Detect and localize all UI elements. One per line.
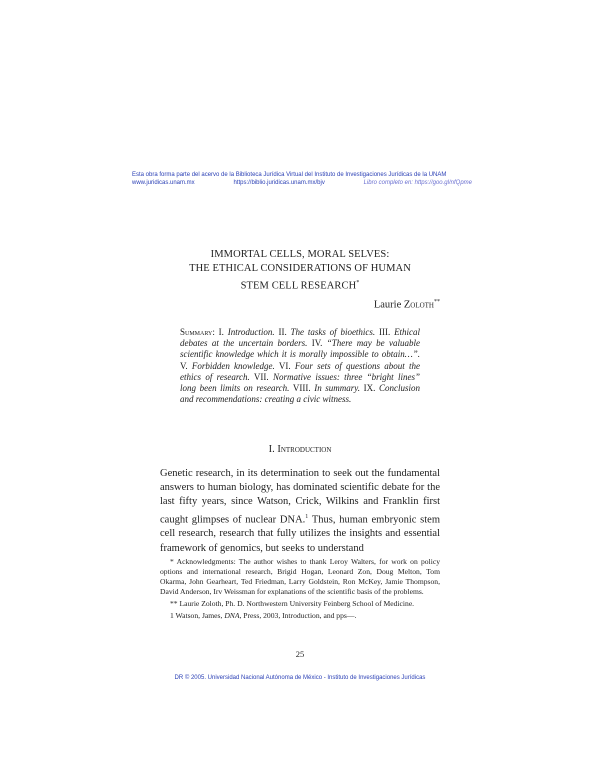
title-line-3: STEM CELL RESEARCH*	[240, 280, 360, 292]
summary-label: Summary:	[180, 327, 215, 337]
title-footnote-mark: *	[356, 280, 360, 286]
footnote-3: 1 Watson, James, DNA, Press, 2003, Introduction, and pps—.	[170, 611, 357, 621]
title-line-2: THE ETHICAL CONSIDERATIONS OF HUMAN	[189, 263, 411, 274]
biblio-link[interactable]: https://biblio.juridicas.unam.mx/bjv	[233, 180, 325, 186]
article-title	[160, 248, 440, 294]
copyright-footer: DR © 2005. Universidad Nacional Autónoma de México - Instituto de Investigaciones Jurídicas	[174, 675, 426, 681]
site-link[interactable]: www.juridicas.unam.mx	[132, 180, 195, 186]
footnote-1: * Acknowledgments: The author wishes to thank Leroy Walters, for work on policy options and international research, Brigid Hogan, Leonard Zon, Doug Melton, Tom Okarma, John Gearheart, Ted Friedman, Larry Goldstein, Ron McKey, Jamie Thompson, David Anderson, Irv Weissman for explanations of the scientific basis of the problems.	[160, 557, 440, 597]
section-heading: I. Introduction	[268, 444, 332, 455]
book-link[interactable]: Libro completo en: https://goo.gl/nfQpme	[363, 180, 472, 186]
body-paragraph: Genetic research, in its determination to seek out the fundamental answers to human biology, has dominated scientific debate for the last fifty years, since Watson, Crick, Wilkins and Franklin first caught glimpses of nuclear DNA.$^1$ Thus, human embryonic stem cell research, research that fully utilizes the insights and essential framework of genomics, but seeks to understand	[160, 468, 440, 554]
page-number: 25	[295, 649, 305, 659]
footnotes	[160, 557, 440, 624]
footnote-ref[interactable]: 1	[305, 513, 309, 520]
summary: Summary: I. Introduction. II. The tasks of bioethics. III. Ethical debates at the uncertain borders. IV. “There may be valuable scientific knowledge which it is morally impossible to obtain…”. V. Forbidden knowledge. VI. Four sets of questions about the ethics of research. VII. Normative issues: three “bright lines” long been limits on research. VIII. In summary. IX. Conclusion and recommendations: creating a civic witness.	[180, 327, 421, 405]
footnote-2: ** Laurie Zoloth, Ph. D. Northwestern University Feinberg School of Medicine.	[170, 599, 415, 609]
header-links	[132, 180, 472, 186]
repository-notice: Esta obra forma parte del acervo de la Biblioteca Jurídica Virtual del Instituto de Investigaciones Jurídicas de la UNAM	[132, 172, 447, 178]
title-line-1: IMMORTAL CELLS, MORAL SELVES:	[210, 249, 390, 260]
author-name: Laurie Zoloth**	[373, 299, 440, 311]
author-footnote-mark: **	[434, 299, 440, 305]
